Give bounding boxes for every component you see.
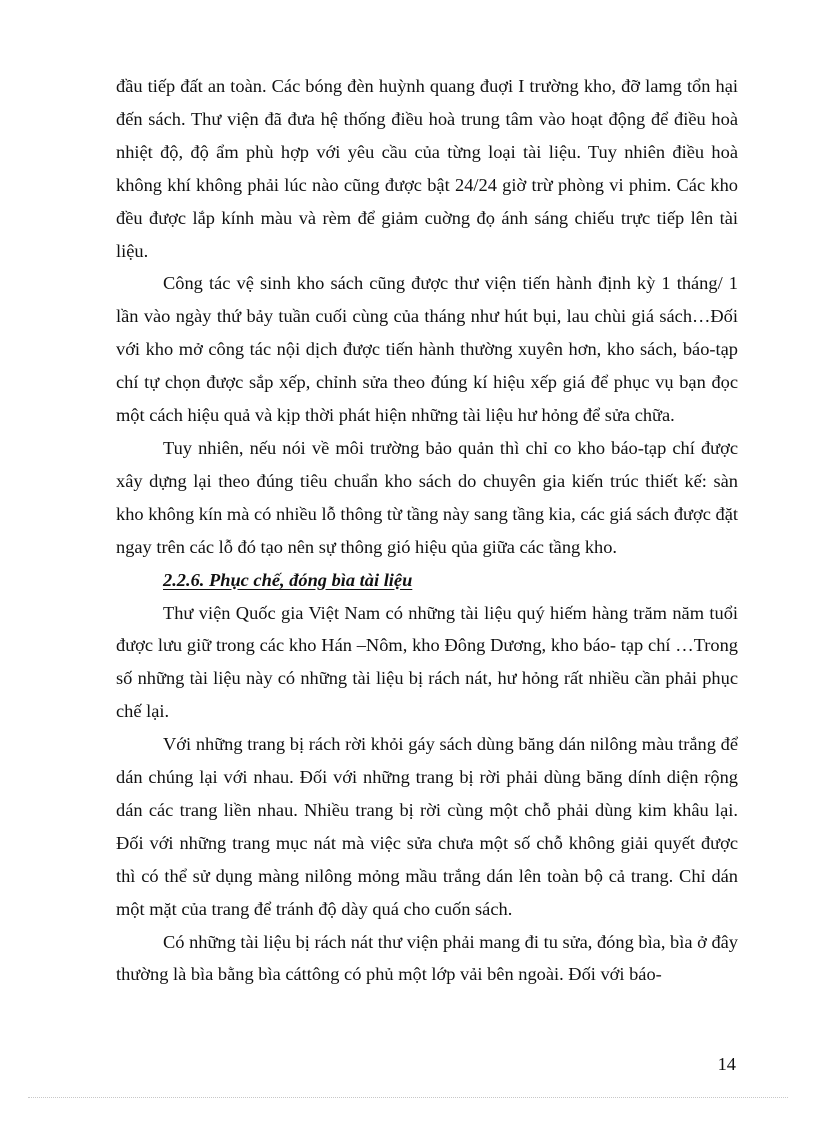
- paragraph-environment: Tuy nhiên, nếu nói về môi trường bảo quản thì chỉ co kho báo-tạp chí được xây dựng lại theo đúng tiêu chuẩn kho sách do chuyên gia kiến trúc thiết kế: sàn kho không kín mà có nhiều lỗ thông từ tầng này sang tầng kia, các giá sách được đặt ngay trên các lỗ đó tạo nên sự thông gió hiệu qủa giữa các tầng kho.: [116, 437, 738, 557]
- section-heading: 2.2.6. Phục chế, đóng bìa tài liệu: [163, 569, 413, 590]
- paragraph-repair-methods: Với những trang bị rách rời khỏi gáy sách dùng băng dán nilông màu trắng để dán chúng lại với nhau. Đối với những trang bị rời phải dùng băng dính diện rộng dán các trang liền nhau. Nhiều trang bị rời cùng một chỗ phải dùng kim khâu lại. Đối với những trang mục nát mà việc sửa chưa một số chỗ không giải quyết được thì có thể sử dụng màng nilông mỏng mầu trắng dán lên toàn bộ cả trang. Chỉ dán một mặt của trang để tránh độ dày quá cho cuốn sách.: [116, 734, 738, 919]
- footer-divider: [28, 1097, 788, 1098]
- page-number: 14: [717, 1054, 736, 1074]
- paragraph-binding: Có những tài liệu bị rách nát thư viện phải mang đi tu sửa, đóng bìa, bìa ở đây thường là bìa bằng bìa cáttông có phủ một lớp vải bên ngoài. Đối với báo-: [116, 931, 738, 985]
- document-page: [116, 70, 738, 991]
- paragraph-cleaning: Công tác vệ sinh kho sách cũng được thư viện tiến hành định kỳ 1 tháng/ 1 lần vào ngày thứ bảy tuần cuối cùng của tháng như hút bụi, lau chùi giá sách…Đối với kho mở công tác nội dịch được tiến hành thường xuyên hơn, kho sách, báo-tạp chí tự chọn được sắp xếp, chỉnh sửa theo đúng kí hiệu xếp giá để phục vụ bạn đọc một cách hiệu quả và kịp thời phát hiện những tài liệu hư hỏng để sửa chữa.: [116, 273, 738, 426]
- paragraph-rare-documents: Thư viện Quốc gia Việt Nam có những tài liệu quý hiếm hàng trăm năm tuổi được lưu giữ trong các kho Hán –Nôm, kho Đông Dương, kho báo- tạp chí …Trong số những tài liệu này có những tài liệu bị rách nát, hư hỏng rất nhiều cần phải phục chế lại.: [116, 602, 738, 722]
- paragraph-storage-conditions: đầu tiếp đất an toàn. Các bóng đèn huỳnh quang đuợi I trường kho, đỡ lamg tổn hại đến sách. Thư viện đã đưa hệ thống điều hoà trung tâm vào hoạt động để điều hoà nhiệt độ, độ ẩm phù hợp với yêu cầu của từng loại tài liệu. Tuy nhiên điều hoà không khí không phải lúc nào cũng được bật 24/24 giờ trừ phòng vi phim. Các kho đều được lắp kính màu và rèm để giảm cuờng đọ ánh sáng chiếu trực tiếp lên tài liệu.: [116, 76, 738, 261]
